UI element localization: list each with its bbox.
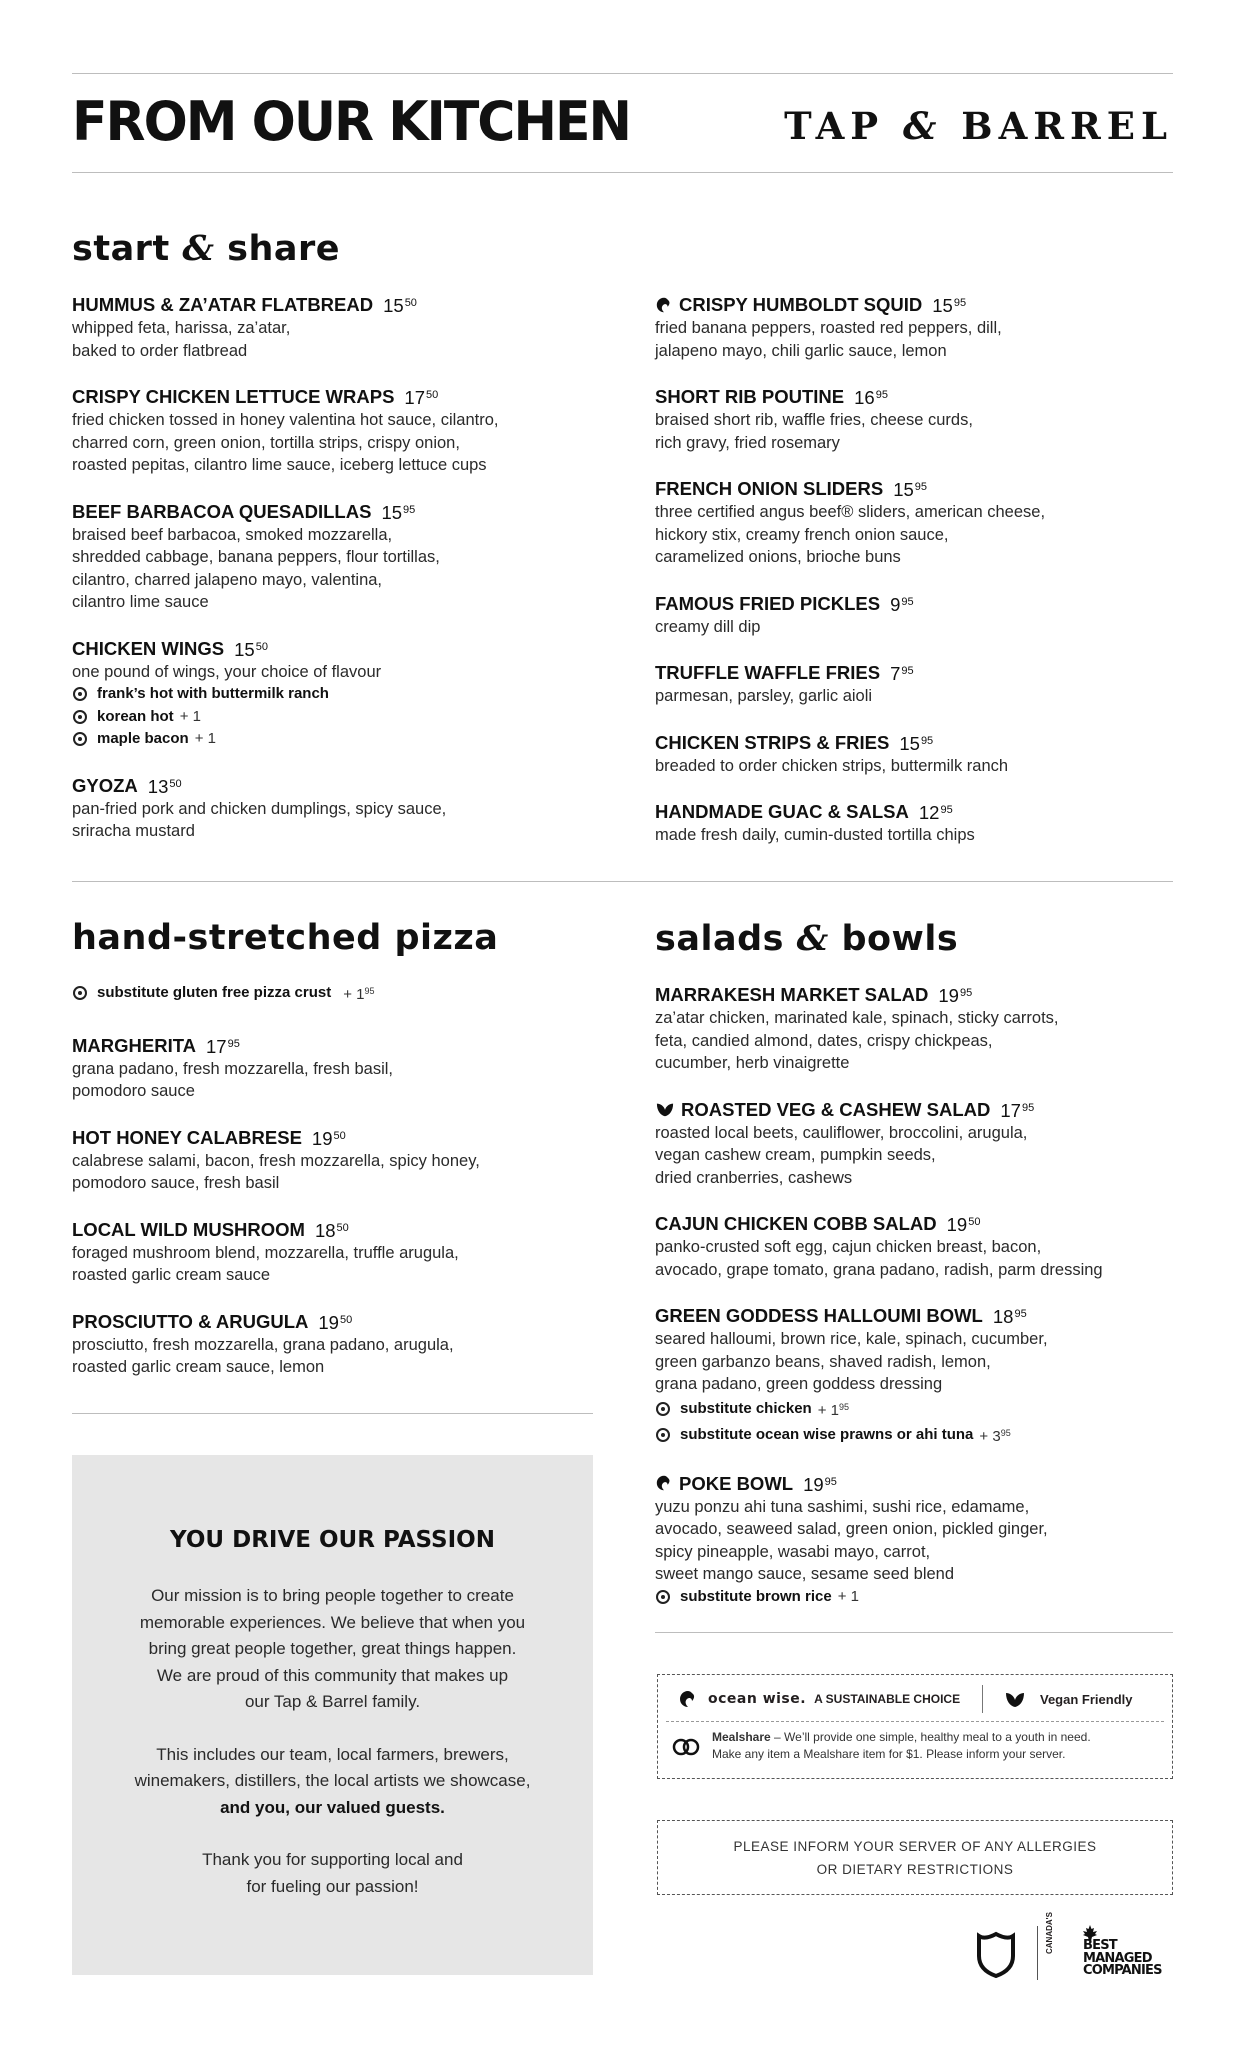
menu-item-price-cents: 95 <box>901 665 914 677</box>
menu-item-description: prosciutto, fresh mozzarella, grana padano, arugula, roasted garlic cream sauce, lemon <box>72 1335 454 1376</box>
page-title: FROM OUR KITCHEN <box>72 90 631 154</box>
passion-text: Our mission is to bring people together to create memorable experiences. We believe that when you bring great people together, great things happen. We are proud of this community that makes up our Tap & Barrel family. This includes our team, local farmers, brewers, winemakers, distillers, the local artists we showcase, and you, our valued guests. Thank you for supporting local and for fueling our passion! <box>72 1583 593 1900</box>
menu-item-header <box>655 384 1175 409</box>
menu-item <box>655 799 1175 847</box>
menu-item-name: HOT HONEY CALABRESE <box>72 1126 302 1148</box>
menu-item-description: seared halloumi, brown rice, kale, spinach, cucumber, green garbanzo beans, shaved radish, lemon, grana padano, green goddess dressing <box>655 1330 1048 1393</box>
menu-item-header <box>655 1471 1175 1496</box>
option-bullet-icon <box>73 687 87 701</box>
option-bullet-icon <box>656 1428 670 1442</box>
option-upcharge: + 1 <box>194 730 216 747</box>
top-rule <box>72 73 1173 74</box>
menu-item-description: za’atar chicken, marinated kale, spinach, sticky carrots, feta, candied almond, dates, crispy chickpeas, cucumber, herb vinaigrette <box>655 1009 1059 1072</box>
pizza-bottom-rule <box>72 1413 593 1414</box>
menu-item-name: GREEN GODDESS HALLOUMI BOWL <box>655 1305 983 1326</box>
menu-item-name: MARRAKESH MARKET SALAD <box>655 984 929 1005</box>
menu-item-header <box>655 799 1175 824</box>
ocean-wise-legend: ocean wise. A SUSTAINABLE CHOICE <box>678 1689 960 1709</box>
ocean-wise-icon <box>655 296 673 314</box>
start-share-left-column <box>72 292 612 865</box>
menu-item-name: HUMMUS & ZA’ATAR FLATBREAD <box>72 294 374 315</box>
option-bullet-icon <box>73 986 87 1000</box>
menu-item-description: fried banana peppers, roasted red peppers, dill, jalapeno mayo, chili garlic sauce, lemon <box>655 319 1002 360</box>
menu-option: substitute ocean wise prawns or ahi tuna + $3^{95}$ <box>655 1422 1175 1449</box>
menu-item-header <box>72 499 612 524</box>
menu-item-header <box>72 292 612 317</box>
allergy-notice: PLEASE INFORM YOUR SERVER OF ANY ALLERGIES OR DIETARY RESTRICTIONS <box>657 1820 1173 1895</box>
menu-item-name: GYOZA <box>72 774 138 796</box>
menu-item-name: CRISPY HUMBOLDT SQUID <box>679 294 923 315</box>
menu-item-price: $15^{95}$ <box>932 295 967 316</box>
menu-item-price: $7^{95}$ <box>890 663 914 684</box>
menu-item-price: $15^{95}$ <box>893 479 928 500</box>
menu-item-price-cents: 95 <box>914 481 928 493</box>
menu-item-price-cents: 95 <box>1021 1101 1035 1114</box>
menu-item-price-cents: 95 <box>403 503 416 516</box>
menu-item-name: FAMOUS FRIED PICKLES <box>655 592 881 614</box>
menu-item-price-cents: 95 <box>227 1037 240 1050</box>
menu-item-description: three certified angus beef® sliders, american cheese, hickory stix, creamy french onion sauce, caramelized onions, brioche buns <box>655 503 1046 566</box>
menu-item-price-cents: 50 <box>169 777 182 790</box>
option-bullet-icon <box>73 732 87 746</box>
menu-item-price-cents: 95 <box>953 297 967 309</box>
menu-item-price: $17^{95}$ <box>1000 1099 1035 1121</box>
menu-item <box>655 982 1175 1075</box>
menu-item-header <box>655 1097 1175 1122</box>
menu-item <box>72 1033 612 1103</box>
vegan-leaf-icon <box>1004 1689 1026 1709</box>
menu-item-name: FRENCH ONION SLIDERS <box>655 478 884 499</box>
menu-item-price-cents: 50 <box>425 389 439 401</box>
menu-item <box>72 292 612 362</box>
menu-item <box>72 1309 612 1379</box>
menu-item-name: BEEF BARBACOA QUESADILLAS <box>72 500 372 522</box>
legend-inner-divider <box>666 1721 1164 1722</box>
menu-item <box>72 773 612 843</box>
menu-item-name: PROSCIUTTO & ARUGULA <box>72 1310 309 1332</box>
menu-item-header <box>72 384 612 409</box>
menu-item-price: $19^{50}$ <box>311 1127 346 1149</box>
menu-item-header <box>72 636 612 661</box>
menu-item-description: creamy dill dip <box>655 617 761 636</box>
ocean-wise-icon <box>655 1474 673 1492</box>
menu-item-price-cents: 50 <box>339 1313 353 1326</box>
menu-item-header <box>655 660 1175 685</box>
footer-logos <box>975 1912 1175 1984</box>
menu-item-price: $15^{50}$ <box>234 638 268 660</box>
menu-item-header <box>72 1125 612 1150</box>
legend-divider <box>982 1685 983 1713</box>
menu-item-price: $19^{50}$ <box>946 1214 981 1235</box>
menu-item-header <box>72 1033 612 1058</box>
menu-item-price: $15^{95}$ <box>381 501 416 523</box>
menu-item <box>72 384 612 477</box>
section-title-salads-bowls: salads & bowls <box>655 918 959 959</box>
menu-item <box>655 591 1175 639</box>
menu-item <box>655 1471 1175 1609</box>
menu-item-description: yuzu ponzu ahi tuna sashimi, sushi rice, edamame, avocado, seaweed salad, green onion, pickled ginger, spicy pineapple, wasabi mayo, carrot, sweet mango sauce, sesame seed blend <box>655 1497 1048 1583</box>
menu-item-header <box>655 292 1175 317</box>
menu-item-price: $19^{95}$ <box>938 985 973 1006</box>
menu-item <box>655 292 1175 362</box>
menu-item-price: $9^{95}$ <box>890 593 914 615</box>
vegan-leaf-icon <box>655 1100 675 1118</box>
menu-item-header <box>72 1309 612 1334</box>
menu-option: substitute brown rice + 1 <box>655 1586 1175 1609</box>
menu-item-header <box>72 773 612 798</box>
option-upcharge: + $1^{95}$ <box>817 1401 849 1419</box>
menu-item-price-cents: 95 <box>901 595 914 608</box>
menu-item <box>655 384 1175 454</box>
menu-item-description: roasted local beets, cauliflower, broccolini, arugula, vegan cashew cream, pumpkin seeds, dried cranberries, cashews <box>655 1123 1028 1187</box>
menu-item-header <box>72 1217 612 1242</box>
paragraph-gap <box>72 1821 593 1847</box>
menu-item <box>72 636 612 751</box>
menu-item-description: braised short rib, waffle fries, cheese curds, rich gravy, fried rosemary <box>655 411 973 452</box>
legend-box <box>657 1674 1173 1779</box>
menu-item-description: pan-fried pork and chicken dumplings, spicy sauce, sriracha mustard <box>72 799 447 840</box>
menu-item-price: $19^{95}$ <box>803 1473 837 1495</box>
menu-item-description: parmesan, parsley, garlic aioli <box>655 687 873 705</box>
header-rule <box>72 172 1173 173</box>
ocean-wise-icon <box>678 1689 698 1709</box>
menu-item-header <box>655 1211 1175 1236</box>
menu-option: substitute chicken + $1^{95}$ <box>655 1396 1175 1423</box>
menu-item-price-cents: 50 <box>255 640 268 653</box>
option-upcharge: + $3^{95}$ <box>979 1428 1011 1445</box>
passion-title: YOU DRIVE OUR PASSION <box>170 1527 495 1553</box>
menu-item-price-cents: 95 <box>824 1475 837 1488</box>
menu-item-price-cents: 95 <box>875 389 888 401</box>
section-title-pizza: hand-stretched pizza <box>72 918 499 958</box>
paragraph-gap <box>72 1716 593 1742</box>
menu-item-name: CRISPY CHICKEN LETTUCE WRAPS <box>72 386 395 407</box>
menu-item <box>655 1303 1175 1449</box>
menu-item-price-cents: 95 <box>940 804 953 816</box>
section-rule <box>72 881 1173 882</box>
menu-item-price-cents: 50 <box>968 1216 981 1228</box>
menu-item-name: LOCAL WILD MUSHROOM <box>72 1218 305 1240</box>
brand-logo: TAP & BARREL <box>784 104 1173 148</box>
menu-item <box>655 730 1175 778</box>
menu-item-price: $15^{50}$ <box>383 295 417 316</box>
menu-item-price: $16^{95}$ <box>854 387 888 408</box>
menu-item-name: CAJUN CHICKEN COBB SALAD <box>655 1213 937 1234</box>
menu-item-price-cents: 50 <box>333 1129 346 1142</box>
menu-item-price: $17^{95}$ <box>206 1035 240 1057</box>
option-bullet-icon <box>73 710 87 724</box>
menu-option: maple bacon + 1 <box>72 728 612 751</box>
menu-item <box>655 476 1175 569</box>
menu-item-price-cents: 95 <box>959 987 973 999</box>
menu-item <box>72 1217 612 1287</box>
menu-item-price: $19^{50}$ <box>318 1311 353 1333</box>
menu-item-header <box>655 1303 1175 1328</box>
menu-item-price: $18^{50}$ <box>314 1219 349 1241</box>
salads-column <box>655 982 1175 1630</box>
vegan-legend: Vegan Friendly <box>1004 1689 1132 1709</box>
menu-item-header <box>655 476 1175 501</box>
menu-item-description: calabrese salami, bacon, fresh mozzarella, spicy honey, pomodoro sauce, fresh basil <box>72 1151 480 1192</box>
option-bullet-icon <box>656 1590 670 1604</box>
salads-bottom-rule <box>655 1632 1173 1633</box>
menu-item-price: $13^{50}$ <box>147 775 182 797</box>
option-upcharge: + 1 <box>837 1587 859 1605</box>
menu-item-header <box>655 730 1175 755</box>
menu-item-name: MARGHERITA <box>72 1034 197 1056</box>
menu-item-name: CHICKEN STRIPS & FRIES <box>655 731 890 753</box>
menu-item-price-cents: 50 <box>404 297 417 309</box>
option-bullet-icon <box>656 1402 670 1416</box>
menu-item <box>655 1211 1175 1281</box>
menu-option: frank’s hot with buttermilk ranch <box>72 683 612 706</box>
start-share-right-column <box>655 292 1175 869</box>
menu-item <box>655 660 1175 708</box>
menu-item-description: made fresh daily, cumin-dusted tortilla chips <box>655 826 975 844</box>
menu-item-price-cents: 50 <box>336 1221 349 1234</box>
menu-item-description: panko-crusted soft egg, cajun chicken breast, bacon, avocado, grape tomato, grana padano, radish, parm dressing <box>655 1238 1103 1279</box>
best-managed-logo: BEST MANAGED COMPANIES <box>1083 1938 1162 1978</box>
menu-item-header <box>655 591 1175 616</box>
menu-item-description: grana padano, fresh mozzarella, fresh basil, pomodoro sauce <box>72 1059 394 1100</box>
pizza-substitute-option: substitute gluten free pizza crust + $1^{95}$ <box>72 980 612 1007</box>
menu-item-name: POKE BOWL <box>679 1472 794 1494</box>
shield-icon <box>975 1930 1017 1978</box>
menu-item-price-cents: 95 <box>920 734 934 747</box>
menu-item-description: braised beef barbacoa, smoked mozzarella, shredded cabbage, banana peppers, flour tortillas, cilantro, charred jalapeno mayo, valentina, cilantro lime sauce <box>72 525 440 611</box>
mealshare-legend: Mealshare – We’ll provide one simple, healthy meal to a youth in need. Make any item a Mealshare item for $1. Please inform your server. <box>672 1729 1091 1763</box>
menu-item-description: breaded to order chicken strips, buttermilk ranch <box>655 756 1009 775</box>
menu-item-name: CHICKEN WINGS <box>72 637 225 659</box>
menu-item-header <box>655 982 1175 1007</box>
menu-item-name: SHORT RIB POUTINE <box>655 386 845 407</box>
menu-item-name: ROASTED VEG & CASHEW SALAD <box>681 1098 991 1120</box>
menu-item-description: fried chicken tossed in honey valentina hot sauce, cilantro, charred corn, green onion, tortilla strips, crispy onion, roasted pepitas, cilantro lime sauce, iceberg lettuce cups <box>72 411 499 474</box>
menu-item-description: foraged mushroom blend, mozzarella, truffle arugula, roasted garlic cream sauce <box>72 1243 459 1284</box>
footer-divider <box>1037 1926 1038 1980</box>
menu-item-name: HANDMADE GUAC & SALSA <box>655 801 909 822</box>
menu-item-price-cents: 95 <box>1014 1308 1027 1320</box>
menu-item <box>72 499 612 614</box>
mealshare-icon <box>672 1737 700 1757</box>
menu-item <box>655 1097 1175 1190</box>
pizza-column <box>72 980 612 1401</box>
menu-item-price: $17^{50}$ <box>404 387 439 408</box>
option-upcharge: + $1^{95}$ <box>343 986 375 1003</box>
section-title-start-share: start & share <box>72 228 341 269</box>
menu-item-price: $15^{95}$ <box>899 732 934 754</box>
passion-panel <box>72 1455 593 1975</box>
menu-item-price: $12^{95}$ <box>918 802 953 823</box>
menu-item <box>72 1125 612 1195</box>
menu-item-name: TRUFFLE WAFFLE FRIES <box>655 662 881 683</box>
menu-option: korean hot + 1 <box>72 706 612 729</box>
menu-item-price: $18^{95}$ <box>992 1306 1027 1327</box>
best-managed-side-text: CANADA'S <box>1045 1912 1054 1954</box>
menu-item-description: whipped feta, harissa, za’atar, baked to order flatbread <box>72 319 291 360</box>
menu-item-description: one pound of wings, your choice of flavour <box>72 662 382 681</box>
option-upcharge: + 1 <box>179 707 201 725</box>
